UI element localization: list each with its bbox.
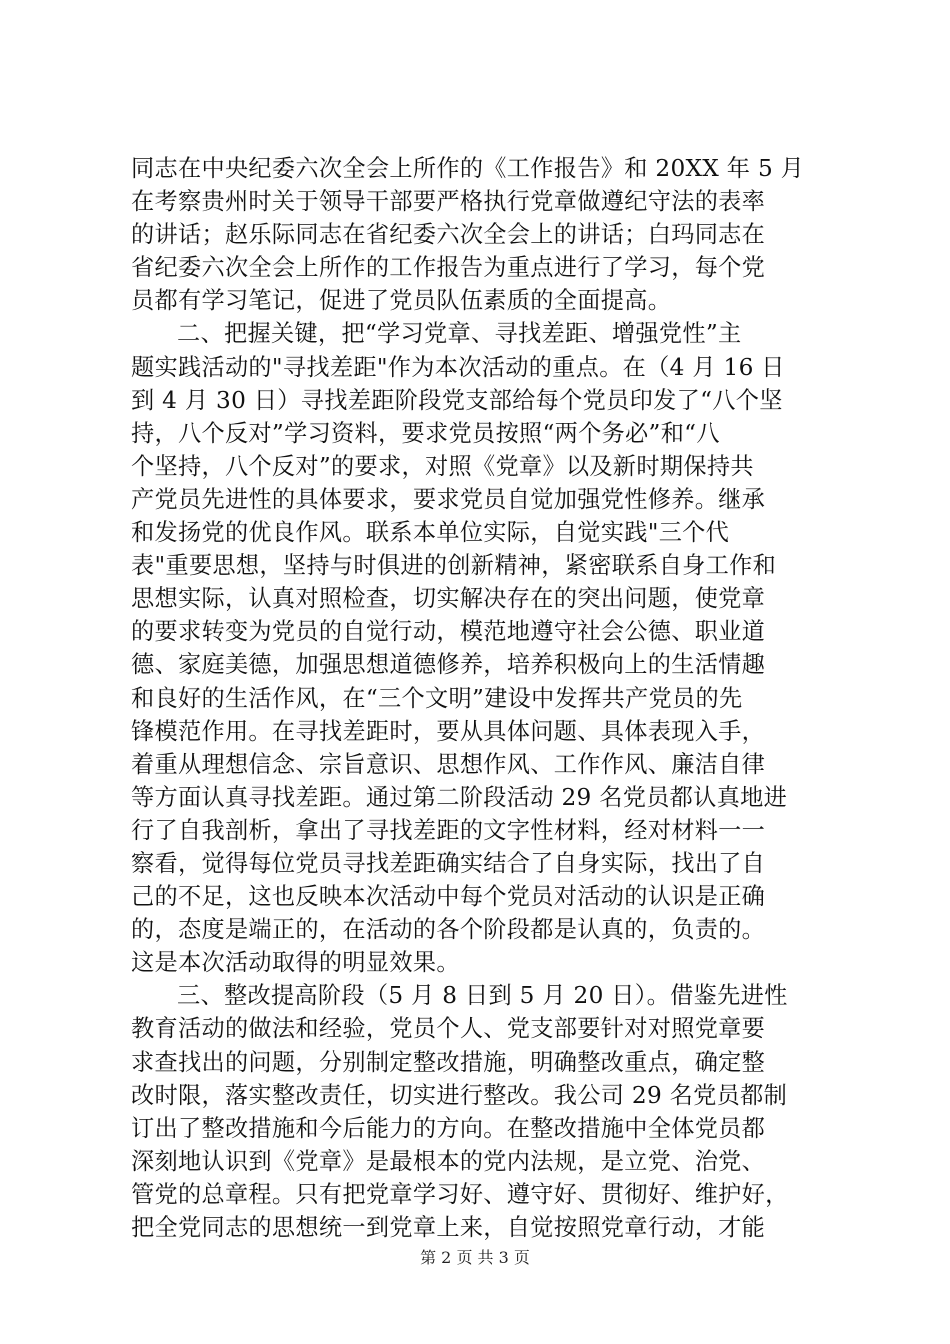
text-line: 教育活动的做法和经验，党员个人、党支部要针对对照党章要: [131, 1015, 766, 1043]
text-line: 持，八个反对”学习资料，要求党员按照“两个务必”和“八: [131, 419, 720, 447]
text-line: 求查找出的问题，分别制定整改措施，明确整改重点，确定整: [131, 1048, 766, 1076]
text-line: 的，态度是端正的，在活动的各个阶段都是认真的，负责的。: [131, 916, 766, 944]
text-line: 德、家庭美德，加强思想道德修养，培养积极向上的生活情趣: [131, 651, 766, 679]
document-body: [131, 152, 831, 1244]
paragraph-start-line: 三、整改提高阶段（5 月 8 日到 5 月 20 日）。借鉴先进性: [177, 982, 788, 1010]
text-line: 锋模范作用。在寻找差距时，要从具体问题、具体表现入手，: [131, 717, 766, 745]
text-line: 深刻地认识到《党章》是最根本的党内法规，是立党、治党、: [131, 1147, 766, 1175]
text-line: 在考察贵州时关于领导干部要严格执行党章做遵纪守法的表率: [131, 188, 766, 216]
text-line: 和发扬党的优良作风。联系本单位实际，自觉实践"三个代: [131, 519, 730, 547]
text-line: 订出了整改措施和今后能力的方向。在整改措施中全体党员都: [131, 1114, 766, 1142]
text-line: 的要求转变为党员的自觉行动，模范地遵守社会公德、职业道: [131, 618, 766, 646]
text-line: 同志在中央纪委六次全会上所作的《工作报告》和 20XX 年 5 月: [131, 155, 805, 182]
text-line: 行了自我剖析，拿出了寻找差距的文字性材料，经对材料一一: [131, 816, 766, 844]
text-line: 和良好的生活作风，在“三个文明”建设中发挥共产党员的先: [131, 684, 743, 712]
text-line: 到 4 月 30 日）寻找差距阶段党支部给每个党员印发了“八个坚: [131, 386, 783, 414]
text-line: 管党的总章程。只有把党章学习好、遵守好、贯彻好、维护好，: [131, 1180, 789, 1208]
text-line: 改时限，落实整改责任，切实进行整改。我公司 29 名党员都制: [131, 1081, 788, 1109]
paragraph-start-line: 二、把握关键，把“学习党章、寻找差距、增强党性”主: [177, 320, 742, 348]
text-line: 题实践活动的"寻找差距"作为本次活动的重点。在（4 月 16 日: [131, 353, 785, 381]
text-line: 产党员先进性的具体要求，要求党员自觉加强党性修养。继承: [131, 485, 766, 513]
text-line: 察看，觉得每位党员寻找差距确实结合了自身实际，找出了自: [131, 849, 766, 877]
text-line: 的讲话；赵乐际同志在省纪委六次全会上的讲话；白玛同志在: [131, 221, 766, 249]
text-line: 这是本次活动取得的明显效果。: [131, 949, 460, 977]
text-line: 表"重要思想，坚持与时俱进的创新精神，紧密联系自身工作和: [131, 552, 777, 580]
text-line: 员都有学习笔记，促进了党员队伍素质的全面提高。: [131, 287, 672, 315]
text-line: 个坚持，八个反对”的要求，对照《党章》以及新时期保持共: [131, 452, 754, 480]
text-line: 等方面认真寻找差距。通过第二阶段活动 29 名党员都认真地进: [131, 783, 788, 811]
text-line: 着重从理想信念、宗旨意识、思想作风、工作作风、廉洁自律: [131, 750, 766, 778]
text-line: 省纪委六次全会上所作的工作报告为重点进行了学习，每个党: [131, 254, 766, 282]
text-line: 把全党同志的思想统一到党章上来，自觉按照党章行动，才能: [131, 1214, 766, 1241]
text-line: 己的不足，这也反映本次活动中每个党员对活动的认识是正确: [131, 883, 766, 911]
page-footer: 第 2 页 共 3 页: [420, 1248, 530, 1267]
text-line: 思想实际，认真对照检查，切实解决存在的突出问题，使党章: [131, 585, 766, 613]
